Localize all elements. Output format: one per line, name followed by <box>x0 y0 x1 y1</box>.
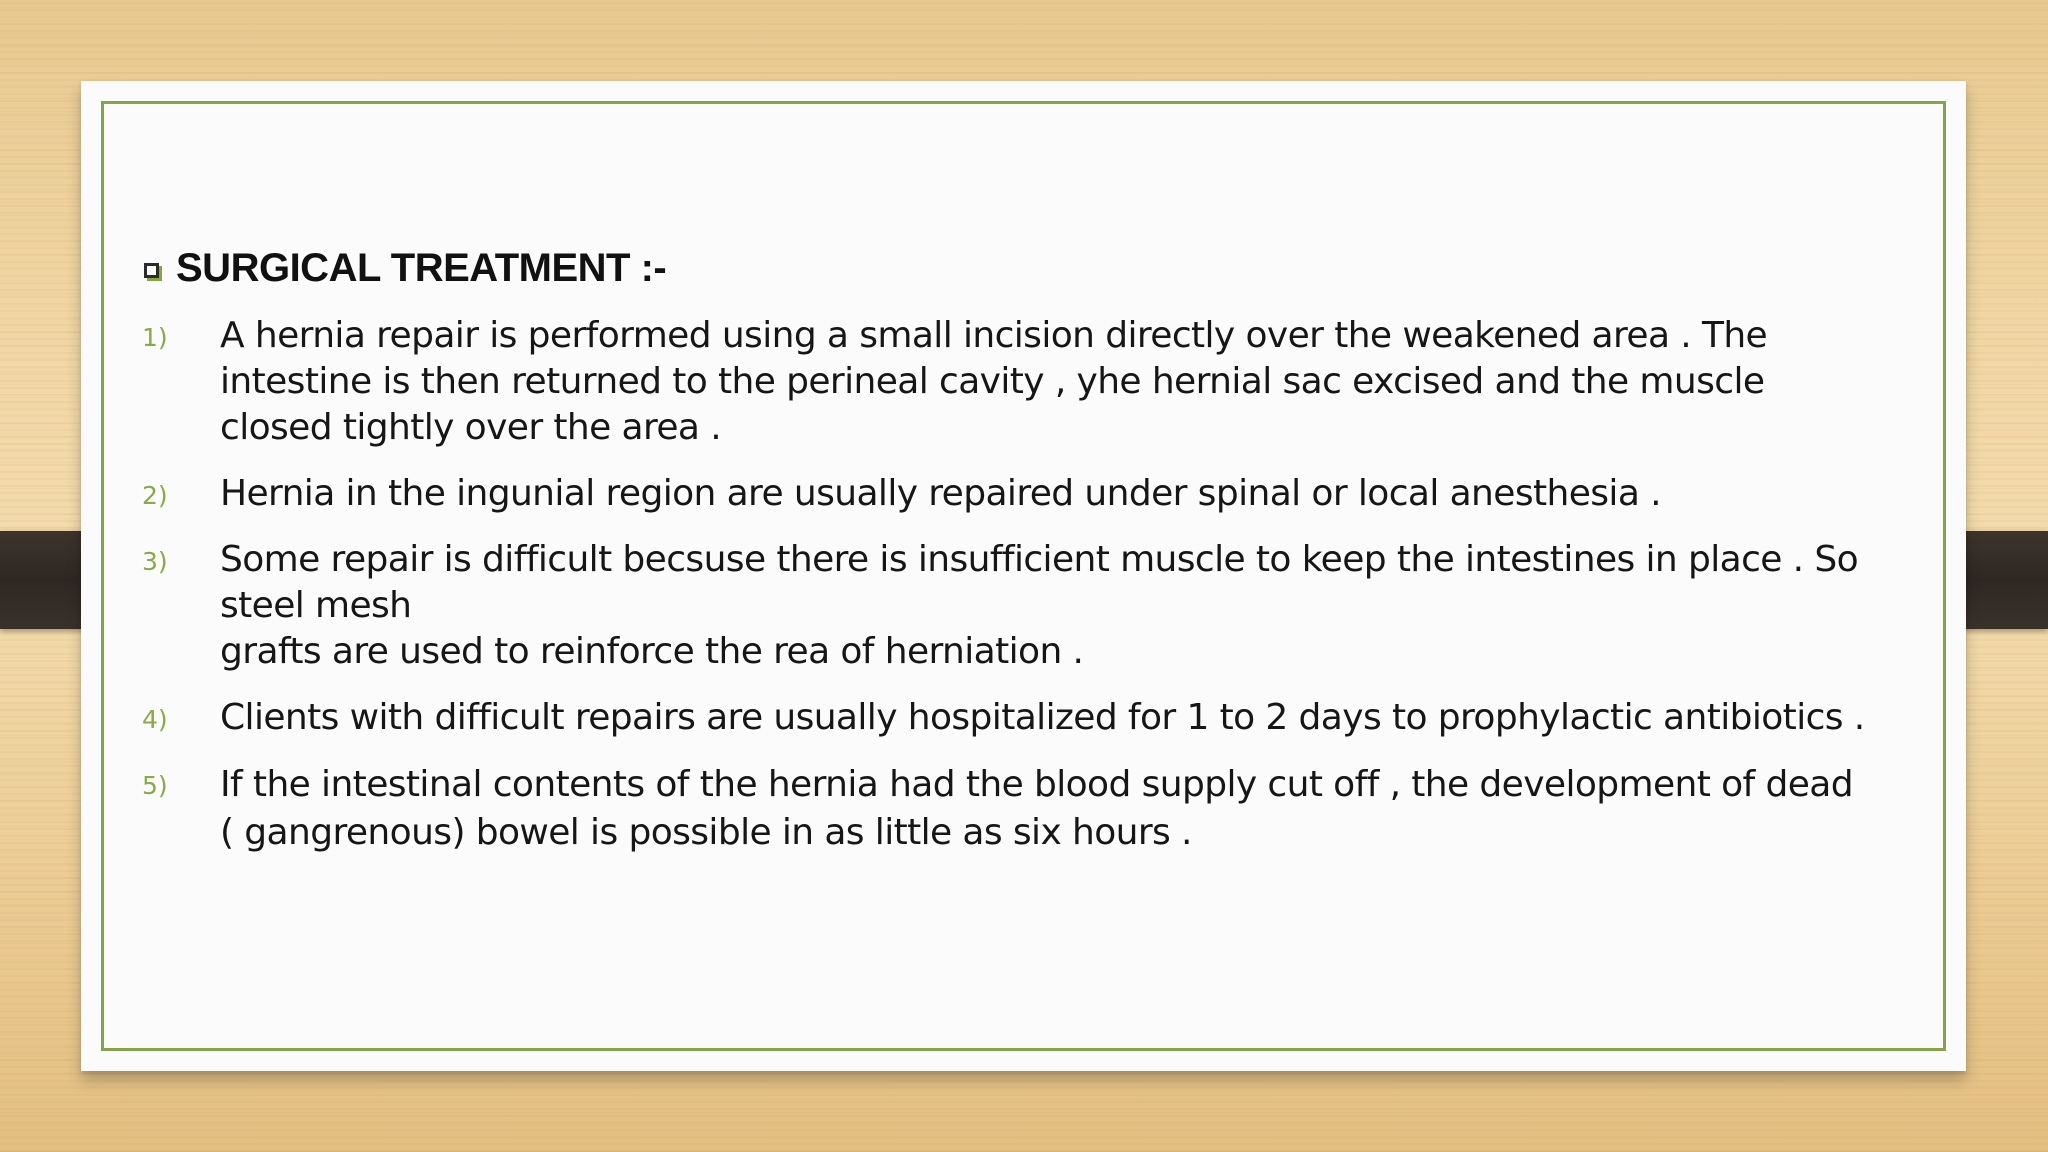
list-item-number: 2) <box>142 481 168 510</box>
slide-heading: SURGICAL TREATMENT :- <box>176 246 667 290</box>
list-item <box>142 313 1922 451</box>
list-item-text: A hernia repair is performed using a small incision directly over the weakened area . The intestine is then returned to the perineal cavity , yhe hernial sac excised and the muscle closed tightly over the area . <box>220 315 1768 448</box>
list-item <box>142 471 1922 517</box>
treatment-list <box>142 313 1922 877</box>
slide-card <box>81 81 1966 1071</box>
list-item <box>142 537 1922 675</box>
list-item-number: 3) <box>142 547 168 576</box>
list-item-text: Hernia in the ingunial region are usually repaired under spinal or local anesthesia . <box>220 473 1661 514</box>
hollow-square-bullet-icon <box>144 263 159 278</box>
list-item-text: If the intestinal contents of the hernia had the blood supply cut off , the development of dead ( gangrenous) bowel is possible in as little as six hours . <box>220 764 1853 853</box>
list-item-number: 5) <box>142 771 168 800</box>
list-item <box>142 761 1922 857</box>
list-item-text: Clients with difficult repairs are usually hospitalized for 1 to 2 days to prophylactic antibiotics . <box>220 697 1865 738</box>
heading-row <box>144 246 666 291</box>
list-item-number: 4) <box>142 705 168 734</box>
list-item-number: 1) <box>142 323 168 352</box>
list-item-text: Some repair is difficult becsuse there is insufficient muscle to keep the intestines in place . So steel mesh grafts are used to reinforce the rea of herniation . <box>220 539 1859 672</box>
list-item <box>142 695 1922 741</box>
